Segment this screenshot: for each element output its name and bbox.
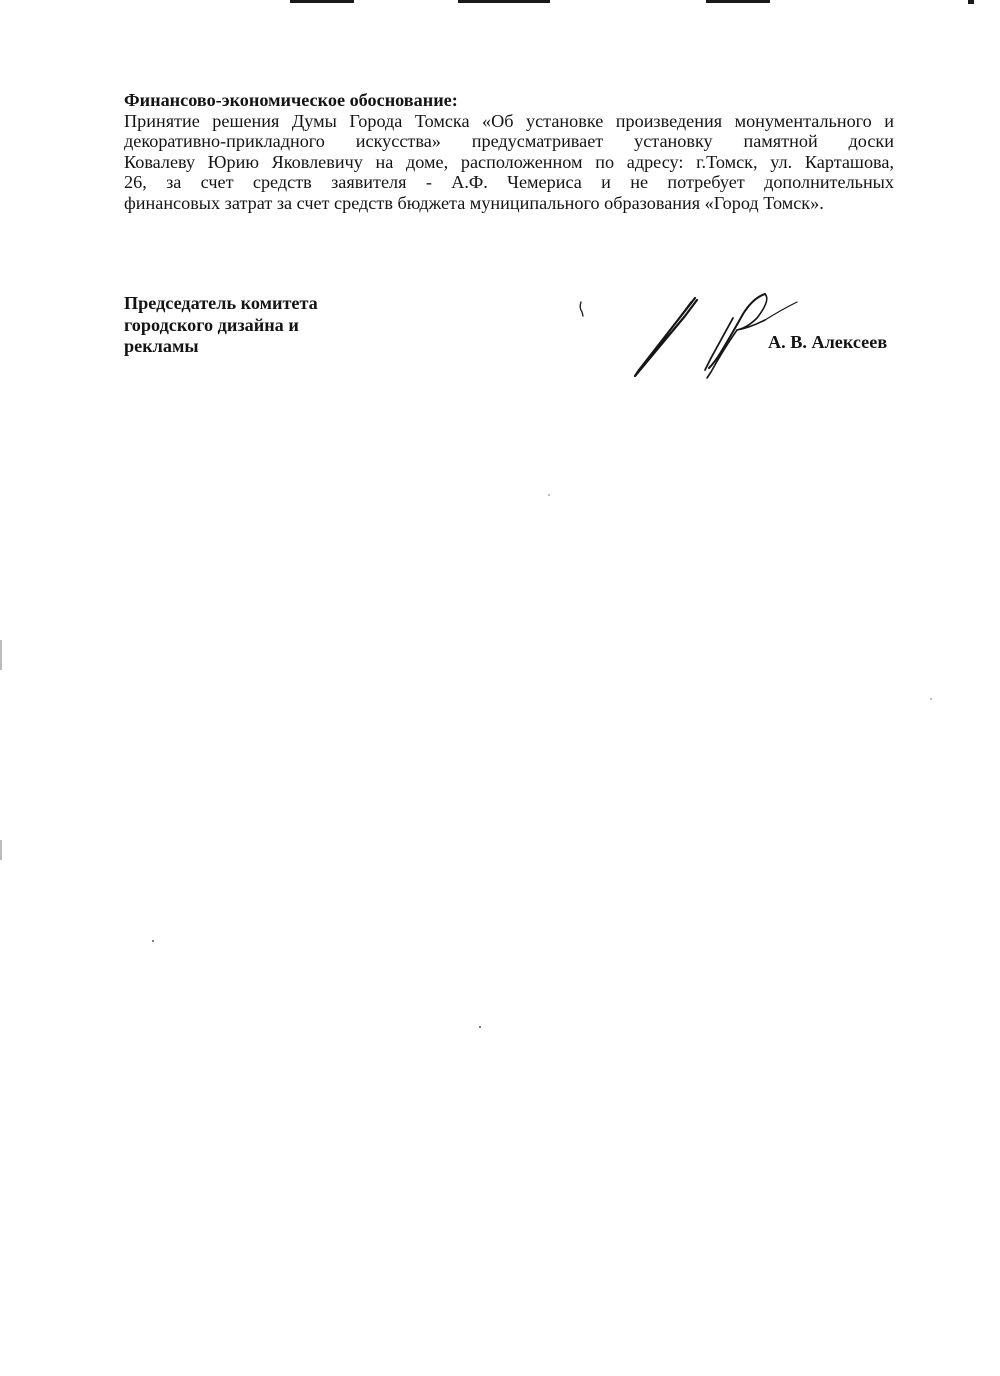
scan-speck: [152, 940, 154, 942]
scan-speck: [479, 1026, 481, 1028]
signatory-name: А. В. Алексеев: [768, 332, 888, 352]
financial-justification-section: [124, 90, 894, 214]
signatory-title-line: городского дизайна и: [124, 314, 299, 335]
body-line: Ковалеву Юрию Яковлевичу на доме, расположенном по адресу: г.Томск, ул. Карташова,: [124, 151, 894, 172]
section-body: [124, 111, 894, 214]
scan-speck: [548, 494, 550, 496]
body-line: финансовых затрат за счет средств бюджета муниципального образования «Город Томск».: [124, 192, 824, 213]
body-line: Принятие решения Думы Города Томска «Об установке произведения монументального и: [124, 110, 894, 131]
section-heading: Финансово-экономическое обоснование:: [124, 90, 458, 110]
body-line: 26, за счет средств заявителя - А.Ф. Чемериса и не потребует дополнительных: [124, 172, 894, 193]
signatory-title-line: Председатель комитета: [124, 293, 318, 313]
body-line: декоративно-прикладного искусства» предусматривает установку памятной доски: [124, 131, 894, 152]
scan-speck: [930, 698, 932, 700]
signatory-title: [124, 293, 318, 358]
pen-tick-mark: [578, 300, 586, 318]
signatory-title-line: рекламы: [124, 336, 199, 356]
